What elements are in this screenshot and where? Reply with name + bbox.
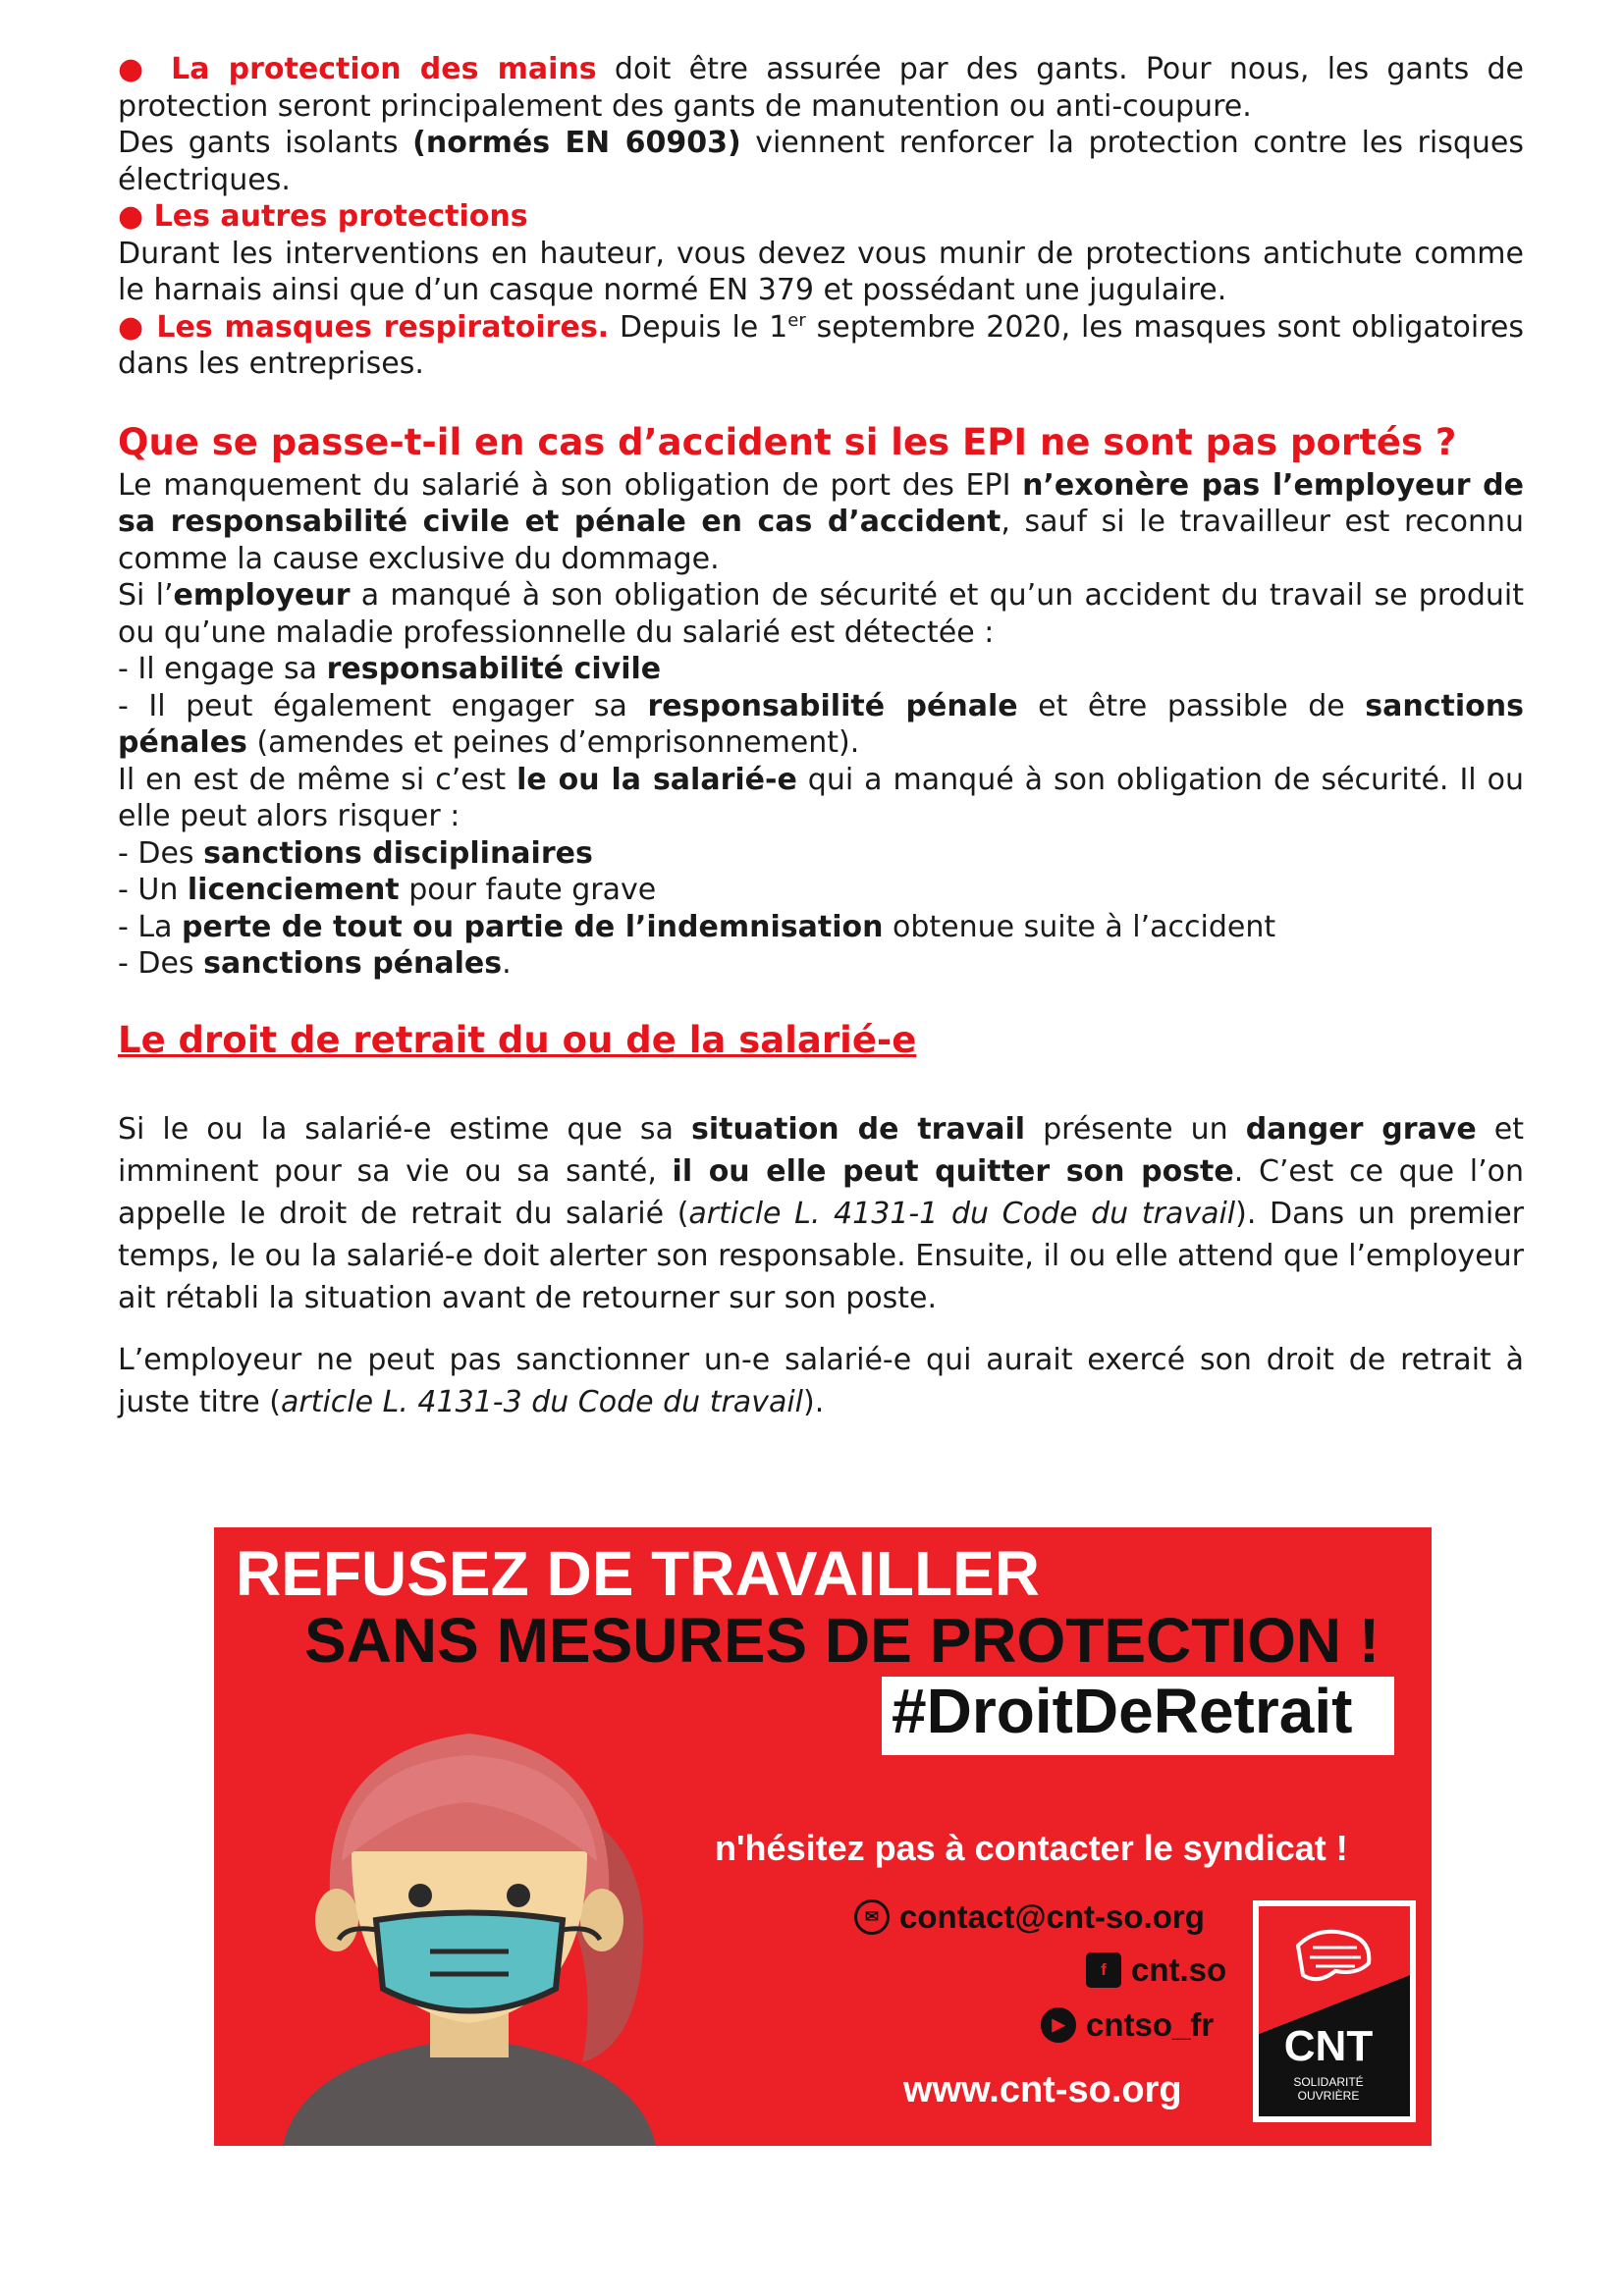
list-item-civile xyxy=(118,651,1524,688)
acc-r4-c: . xyxy=(502,946,512,981)
contact-twitter[interactable] xyxy=(1041,2006,1214,2044)
paragraph-mains xyxy=(118,51,1524,125)
left-ear-shape xyxy=(315,1889,358,1951)
contact-invitation: n'hésitez pas à contacter le syndicat ! xyxy=(715,1828,1348,1868)
cnt-logo xyxy=(1253,1900,1416,2122)
masked-woman-illustration xyxy=(244,1694,695,2146)
hashtag-label: #DroitDeRetrait xyxy=(892,1676,1353,1746)
list-item-indemnisation xyxy=(118,909,1524,946)
acc-l2-a: - Il peut également engager sa xyxy=(118,688,648,723)
section-retrait xyxy=(118,1108,1524,1423)
acc-r2-a: - Un xyxy=(118,873,188,907)
list-item-licenciement xyxy=(118,872,1524,909)
masques-title: ● Les masques respiratoires. xyxy=(118,309,610,345)
acc-p1-c: , sauf si le travailleur est reconnu comme la cause exclusive du dommage. xyxy=(118,505,1524,576)
ret-p2-c: ). xyxy=(803,1384,825,1419)
ret-p1-f: il ou elle peut quitter son poste xyxy=(672,1153,1234,1189)
acc-p3-a: Il en est de même si c’est xyxy=(118,762,517,797)
acc-l2-e: (amendes et peines d’emprisonnement). xyxy=(246,725,860,760)
paragraph-accident-3 xyxy=(118,762,1524,835)
acc-p3-b: le ou la salarié-e xyxy=(516,762,797,797)
acc-p2-a: Si l’ xyxy=(118,578,174,613)
ret-p2-b: article L. 4131-3 du Code du travail xyxy=(280,1384,803,1419)
acc-r2-c: pour faute grave xyxy=(399,873,657,907)
gants-text-c: viennent renforcer la protection contre les risques électriques. xyxy=(118,126,1524,197)
acc-r3-b: perte de tout ou partie de l’indemnisation xyxy=(182,909,884,944)
acc-l2-b: responsabilité pénale xyxy=(647,688,1018,723)
contact-email-text: contact@cnt-so.org xyxy=(899,1898,1205,1935)
ret-p1-b: situation de travail xyxy=(690,1111,1026,1147)
poster-droit-de-retrait xyxy=(214,1527,1432,2146)
ret-p1-h: article L. 4131-1 du Code du travail xyxy=(688,1196,1236,1231)
poster-title-line1: REFUSEZ DE TRAVAILLER xyxy=(236,1538,1040,1609)
document-page xyxy=(118,51,1524,1423)
acc-r1-a: - Des xyxy=(118,835,204,871)
ret-p1-d: danger grave xyxy=(1245,1111,1477,1147)
acc-r4-a: - Des xyxy=(118,946,204,981)
masques-text-a: Depuis le 1 xyxy=(609,309,788,345)
masques-sup: er xyxy=(787,309,806,331)
cnt-logo-sub2: OUVRIÈRE xyxy=(1297,2089,1360,2103)
acc-l1-b: responsabilité civile xyxy=(326,652,662,686)
ret-p1-g: . C’est ce que l’on appelle le droit de retrait du salarié ( xyxy=(118,1153,1524,1231)
mains-title: ● La protection des mains xyxy=(118,52,597,86)
ret-p2-a: L’employeur ne peut pas sanctionner un-e salarié-e qui aurait exercé son droit de retrait à juste titre ( xyxy=(118,1342,1524,1419)
contact-twitter-text: cntso_fr xyxy=(1086,2006,1215,2043)
acc-p1-a: Le manquement du salarié à son obligation de port des EPI xyxy=(118,467,1023,503)
acc-r4-b: sanctions pénales xyxy=(203,946,503,981)
ret-p1-e: et imminent pour sa vie ou sa santé, xyxy=(118,1111,1524,1189)
acc-l2-d: sanctions pénales xyxy=(118,688,1524,760)
acc-p2-c: a manqué à son obligation de sécurité et qu’un accident du travail se produit ou qu’une maladie professionnelle du salarié est détectée : xyxy=(118,578,1524,650)
paragraph-retrait-2 xyxy=(118,1339,1524,1423)
paragraph-gants-isolants xyxy=(118,125,1524,198)
acc-r3-c: obtenue suite à l’accident xyxy=(883,909,1276,944)
contact-email[interactable] xyxy=(854,1898,1205,1936)
acc-p1-b: n’exonère pas l’employeur de sa responsabilité civile et pénale en cas d’accident xyxy=(118,467,1524,539)
mains-text: doit être assurée par des gants. Pour nous, les gants de protection seront principalement des gants de manutention ou anti-coupure. xyxy=(118,52,1525,124)
twitter-icon: ▶ xyxy=(1041,2007,1076,2043)
paragraph-autres: Durant les interventions en hauteur, vous devez vous munir de protections antichute comme le harnais ainsi que d’un casque normé EN 379 et possédant une jugulaire. xyxy=(118,236,1524,307)
acc-r2-b: licenciement xyxy=(187,873,400,907)
list-item-sanctions-penales xyxy=(118,945,1524,983)
acc-p2-b: employeur xyxy=(173,578,351,613)
acc-l1-a: - Il engage sa xyxy=(118,652,327,686)
cnt-logo-text: CNT xyxy=(1283,2022,1374,2070)
poster-title-line2: SANS MESURES DE PROTECTION ! xyxy=(304,1605,1380,1676)
paragraph-masques xyxy=(118,309,1524,383)
ret-p1-a: Si le ou la salarié-e estime que sa xyxy=(118,1111,691,1147)
cnt-logo-subtitle xyxy=(1253,2075,1404,2103)
right-ear-shape xyxy=(580,1889,623,1951)
left-eye-shape xyxy=(408,1884,432,1907)
facebook-icon: f xyxy=(1086,1952,1121,1988)
mail-icon: ✉ xyxy=(854,1899,890,1935)
list-item-disciplinaires xyxy=(118,835,1524,873)
cnt-logo-sub1: SOLIDARITÉ xyxy=(1293,2075,1364,2089)
acc-p3-c: qui a manqué à son obligation de sécurité. Il ou elle peut alors risquer : xyxy=(118,762,1524,833)
contact-facebook[interactable] xyxy=(1086,1951,1226,1989)
list-item-penale xyxy=(118,688,1524,762)
acc-r3-a: - La xyxy=(118,909,182,944)
gants-norme: (normés EN 60903) xyxy=(412,126,741,160)
gants-text-a: Des gants isolants xyxy=(118,126,413,160)
mask-shape xyxy=(376,1913,563,2011)
acc-r1-b: sanctions disciplinaires xyxy=(203,835,593,871)
contact-facebook-text: cnt.so xyxy=(1131,1951,1227,1988)
paragraph-accident-1 xyxy=(118,467,1524,578)
masques-text-b: septembre 2020, les masques sont obligatoires dans les entreprises. xyxy=(118,309,1525,381)
heading-accident: Que se passe-t-il en cas d’accident si les EPI ne sont pas portés ? xyxy=(118,420,1457,463)
website-link[interactable]: www.cnt-so.org xyxy=(903,2069,1182,2110)
paragraph-accident-2 xyxy=(118,577,1524,651)
ret-p1-c: présente un xyxy=(1025,1111,1246,1147)
acc-l2-c: et être passible de xyxy=(1017,688,1366,723)
right-eye-shape xyxy=(507,1884,530,1907)
paragraph-retrait-1 xyxy=(118,1108,1524,1319)
heading-retrait: Le droit de retrait du ou de la salarié-e xyxy=(118,1018,917,1061)
autres-title: ● Les autres protections xyxy=(118,199,528,234)
paragraph-autres-title xyxy=(118,198,1524,236)
ret-p1-i: ). Dans un premier temps, le ou la salarié-e doit alerter son responsable. Ensuite, il ou elle attend que l’employeur ait rétabli la situation avant de retourner sur son poste. xyxy=(118,1196,1524,1315)
